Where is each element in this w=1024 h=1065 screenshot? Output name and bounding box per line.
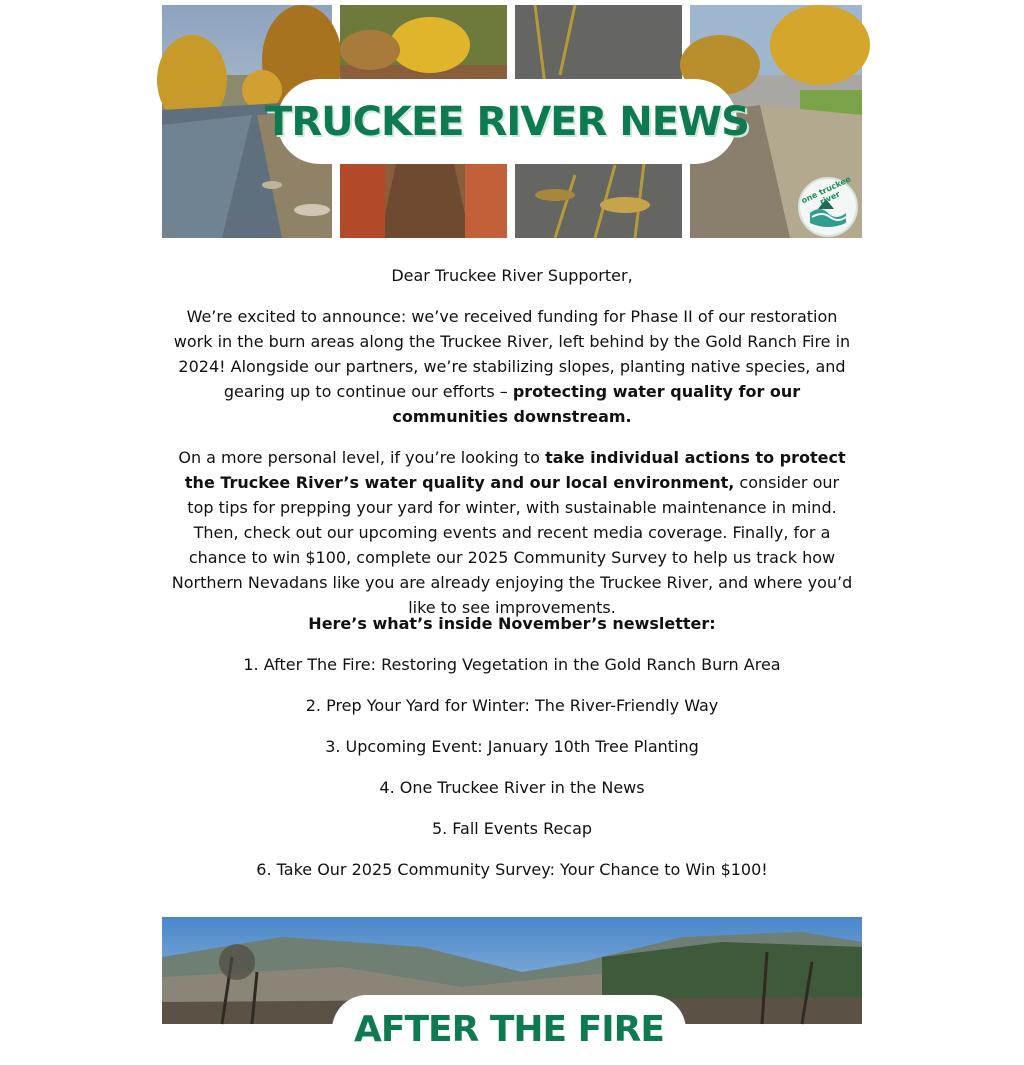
- toc-item[interactable]: 2. Prep Your Yard for Winter: The River-Friendly Way: [305, 696, 719, 715]
- toc-item[interactable]: 6. Take Our 2025 Community Survey: Your Chance to Win $100!: [256, 860, 768, 879]
- intro-text: We’re excited to announce: we’ve received funding for Phase II of our restoration work in the burn areas along the Truckee River, left behind by the Gold Ranch Fire in 2024! Alongside our partners, we’re stabilizing slopes, planting native species, and gearing up to continue our efforts –: [173, 307, 851, 401]
- personal-rest: consider our top tips for prepping your yard for winter, with sustainable maintenance in mind. Then, check out our upcoming events and recent media coverage. Finally, for a chance to win $100, complete our 2025 Community Survey to help us track how Northern Nevadans like you are already enjoying the Truckee River, and where you’d like to see improvements.: [171, 473, 853, 617]
- banner-title-pill: [265, 79, 749, 164]
- toc-item[interactable]: 4. One Truckee River in the News: [379, 778, 645, 797]
- after-the-fire-section-image: [162, 917, 862, 1050]
- toc-item[interactable]: 3. Upcoming Event: January 10th Tree Planting: [325, 737, 699, 756]
- newsletter-contents-heading: Here’s what’s inside November’s newsletter:: [308, 614, 716, 633]
- toc-item[interactable]: 5. Fall Events Recap: [431, 819, 593, 838]
- personal-lead: On a more personal level, if you’re looking to: [178, 448, 546, 467]
- one-truckee-river-logo[interactable]: [798, 174, 858, 237]
- header-banner: [162, 5, 862, 238]
- logo-text: one truckee river: [799, 174, 853, 207]
- toc-item[interactable]: 1. After The Fire: Restoring Vegetation in the Gold Ranch Burn Area: [243, 655, 781, 674]
- intro-bold: protecting water quality for our communities downstream.: [392, 382, 801, 426]
- personal-bold: take individual actions to protect the Truckee River’s water quality and our local environment,: [184, 448, 846, 492]
- intro-paragraph: [170, 304, 854, 429]
- greeting: Dear Truckee River Supporter,: [391, 266, 633, 285]
- personal-paragraph: [170, 445, 854, 620]
- banner-title: TRUCKEE RIVER NEWS: [265, 98, 749, 145]
- section-title: AFTER THE FIRE: [354, 1009, 664, 1050]
- section-title-pill: [332, 995, 686, 1065]
